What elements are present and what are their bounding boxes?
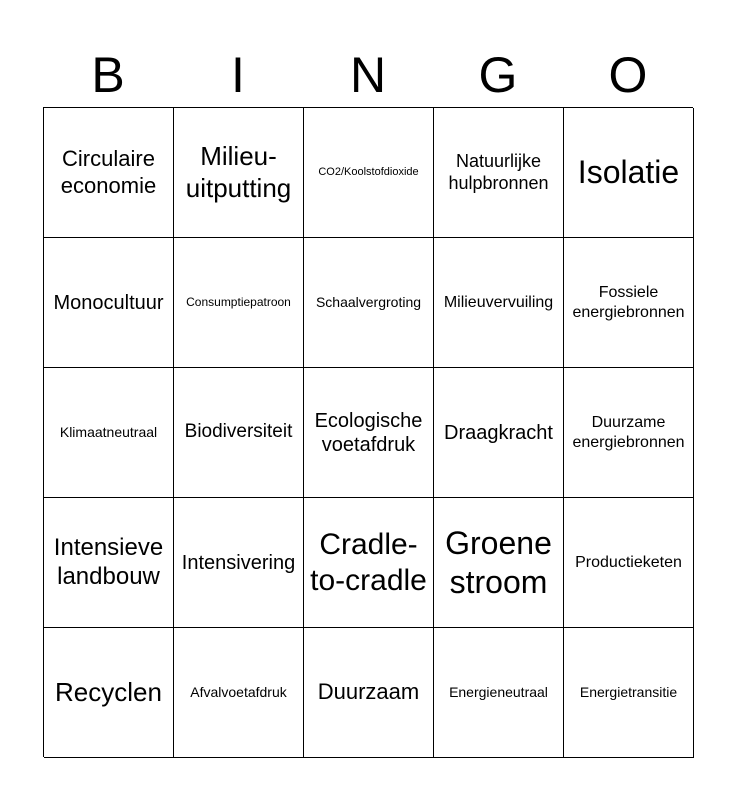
bingo-cell[interactable]: Energieneutraal: [434, 628, 564, 758]
bingo-cell[interactable]: Isolatie: [564, 108, 694, 238]
bingo-cell[interactable]: Biodiversiteit: [174, 368, 304, 498]
bingo-cell[interactable]: Milieuvervuiling: [434, 238, 564, 368]
bingo-cell[interactable]: Recyclen: [44, 628, 174, 758]
bingo-cell[interactable]: Duurzame energiebronnen: [564, 368, 694, 498]
bingo-cell[interactable]: Cradle-to-cradle: [304, 498, 434, 628]
bingo-cell[interactable]: Ecologische voetafdruk: [304, 368, 434, 498]
bingo-cell[interactable]: Groene stroom: [434, 498, 564, 628]
bingo-cell[interactable]: Natuurlijke hulpbronnen: [434, 108, 564, 238]
bingo-cell[interactable]: Energietransitie: [564, 628, 694, 758]
bingo-cell[interactable]: Milieu-uitputting: [174, 108, 304, 238]
bingo-cell[interactable]: Fossiele energiebronnen: [564, 238, 694, 368]
bingo-cell[interactable]: Monocultuur: [44, 238, 174, 368]
bingo-cell[interactable]: Intensivering: [174, 498, 304, 628]
header-letter-n: N: [349, 47, 387, 103]
bingo-cell[interactable]: Schaalvergroting: [304, 238, 434, 368]
bingo-cell[interactable]: Productieketen: [564, 498, 694, 628]
bingo-cell[interactable]: Klimaatneutraal: [44, 368, 174, 498]
header-letter-b: B: [91, 47, 125, 103]
bingo-card-grid: [43, 107, 693, 757]
bingo-cell[interactable]: Afvalvoetafdruk: [174, 628, 304, 758]
bingo-cell[interactable]: Duurzaam: [304, 628, 434, 758]
header-letter-o: O: [608, 47, 648, 103]
header-letter-i: I: [231, 47, 245, 103]
bingo-cell[interactable]: CO2/Koolstofdioxide: [304, 108, 434, 238]
bingo-cell[interactable]: Consumptiepatroon: [174, 238, 304, 368]
bingo-cell[interactable]: Circulaire economie: [44, 108, 174, 238]
bingo-header: [43, 44, 693, 106]
bingo-cell[interactable]: Intensieve landbouw: [44, 498, 174, 628]
header-letter-g: G: [478, 47, 518, 103]
bingo-cell[interactable]: Draagkracht: [434, 368, 564, 498]
